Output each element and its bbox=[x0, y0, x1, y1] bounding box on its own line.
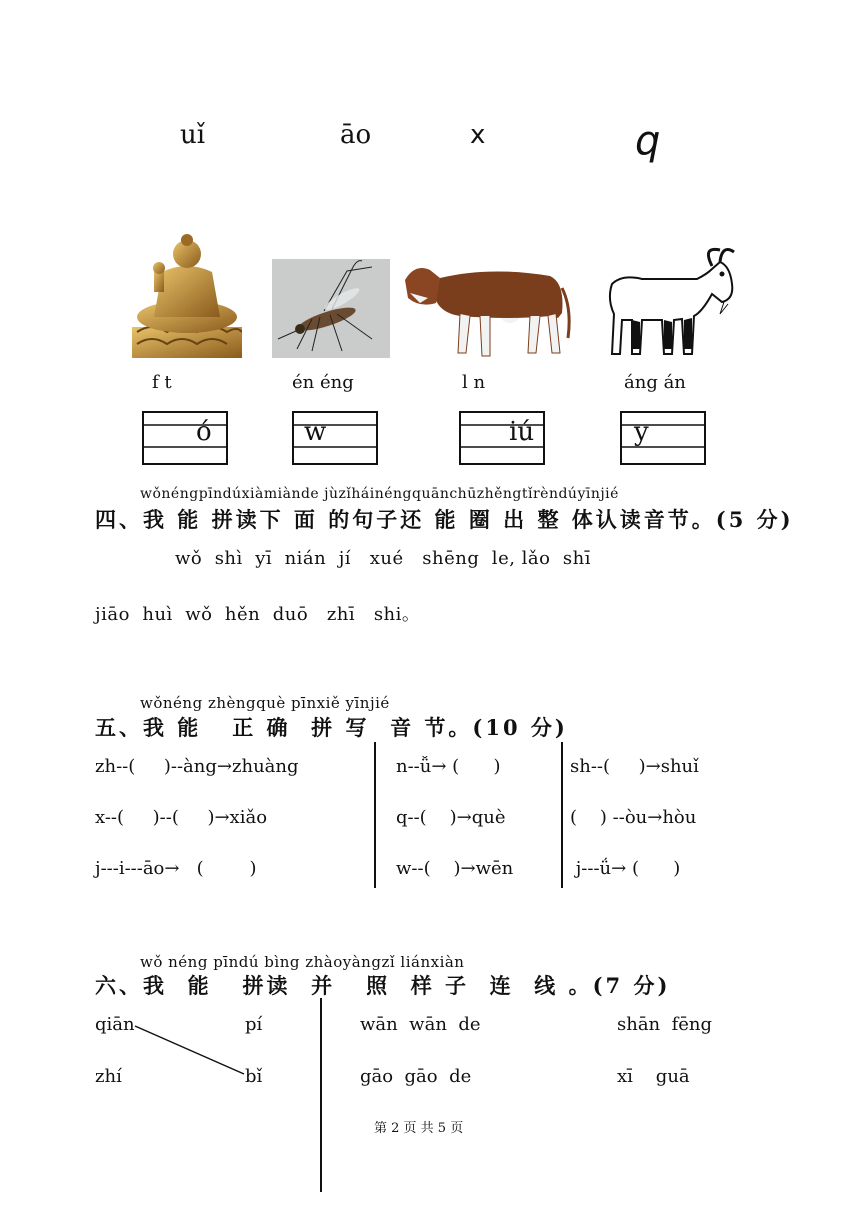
writing-box-4[interactable] bbox=[620, 411, 706, 465]
divider-5b bbox=[561, 742, 563, 888]
s5-c2-r1: n--ǚ→ ( ) bbox=[396, 756, 501, 777]
s6-right2-r2[interactable]: xī guā bbox=[617, 1066, 690, 1087]
cow-icon bbox=[400, 258, 572, 358]
divider-6 bbox=[320, 998, 322, 1192]
example-connect-line bbox=[130, 1020, 250, 1080]
s6-right2-r1[interactable]: shān fēng bbox=[617, 1014, 713, 1035]
section5-title: 五、我 能 正 确 拼 写 音 节。(10 分) bbox=[95, 715, 568, 740]
pic-label-2: én éng bbox=[292, 372, 354, 393]
section4-title: 四、我 能 拼读下 面 的句子还 能 圈 出 整 体认读音节。(5 分) bbox=[95, 507, 794, 532]
letter-4: q bbox=[635, 118, 661, 164]
writing-box-3[interactable] bbox=[459, 411, 545, 465]
pic-label-4: áng án bbox=[624, 372, 686, 393]
mosquito-icon bbox=[272, 259, 390, 358]
s5-c1-r1: zh--( )--àng→zhuàng bbox=[95, 756, 299, 777]
box-letter-4: y bbox=[634, 417, 649, 447]
writing-box-1[interactable] bbox=[142, 411, 228, 465]
s6-left1-r1[interactable]: qiān bbox=[95, 1014, 135, 1035]
s5-c3-r3: j---ǘ→ ( ) bbox=[570, 858, 681, 879]
s5-c1-r2: x--( )--( )→xiǎo bbox=[95, 807, 268, 828]
box-letter-3: iú bbox=[509, 417, 535, 447]
section6-pinyin: wǒ néng pīndú bìng zhàoyàngzǐ liánxiàn bbox=[140, 953, 465, 971]
s6-right1-r1[interactable]: wān wān de bbox=[360, 1014, 481, 1035]
letter-3: x bbox=[470, 120, 486, 150]
section5-pinyin: wǒnéng zhèngquè pīnxiě yīnjié bbox=[140, 694, 390, 712]
divider-5a bbox=[374, 742, 376, 888]
s6-left2-r2[interactable]: bǐ bbox=[245, 1066, 263, 1087]
goat-icon bbox=[602, 244, 738, 358]
pic-label-1: f t bbox=[152, 372, 172, 393]
section4-line1: wǒ shì yī nián jí xué shēng le, lǎo shī bbox=[175, 548, 592, 569]
s5-c3-r2: ( ) --òu→hòu bbox=[570, 807, 697, 828]
s5-c2-r3: w--( )→wēn bbox=[396, 858, 514, 879]
page-footer: 第 2 页 共 5 页 bbox=[374, 1121, 464, 1136]
letter-2: āo bbox=[340, 120, 372, 150]
writing-box-2[interactable] bbox=[292, 411, 378, 465]
section6-title: 六、我 能 拼读 并 照 样 子 连 线 。(7 分) bbox=[95, 973, 671, 998]
section4-line2: jiāo huì wǒ hěn duō zhī shi。 bbox=[95, 604, 421, 625]
box-letter-1: ó bbox=[196, 417, 212, 447]
s6-left2-r1[interactable]: pí bbox=[245, 1014, 263, 1035]
s5-c1-r3: j---i---āo→ ( ) bbox=[95, 858, 257, 879]
letter-1: uǐ bbox=[180, 120, 206, 150]
s5-c2-r2: q--( )→què bbox=[396, 807, 506, 828]
pic-label-3: l n bbox=[462, 372, 486, 393]
buddha-statue-icon bbox=[132, 232, 242, 358]
s5-c3-r1: sh--( )→shuǐ bbox=[570, 756, 699, 777]
section4-pinyin: wǒnéngpīndúxiàmiànde jùzǐháinéngquānchūzhěngtǐrèndúyīnjié bbox=[140, 486, 619, 502]
s6-left1-r2[interactable]: zhí bbox=[95, 1066, 122, 1087]
s6-right1-r2[interactable]: gāo gāo de bbox=[360, 1066, 472, 1087]
box-letter-2: w bbox=[304, 417, 327, 447]
